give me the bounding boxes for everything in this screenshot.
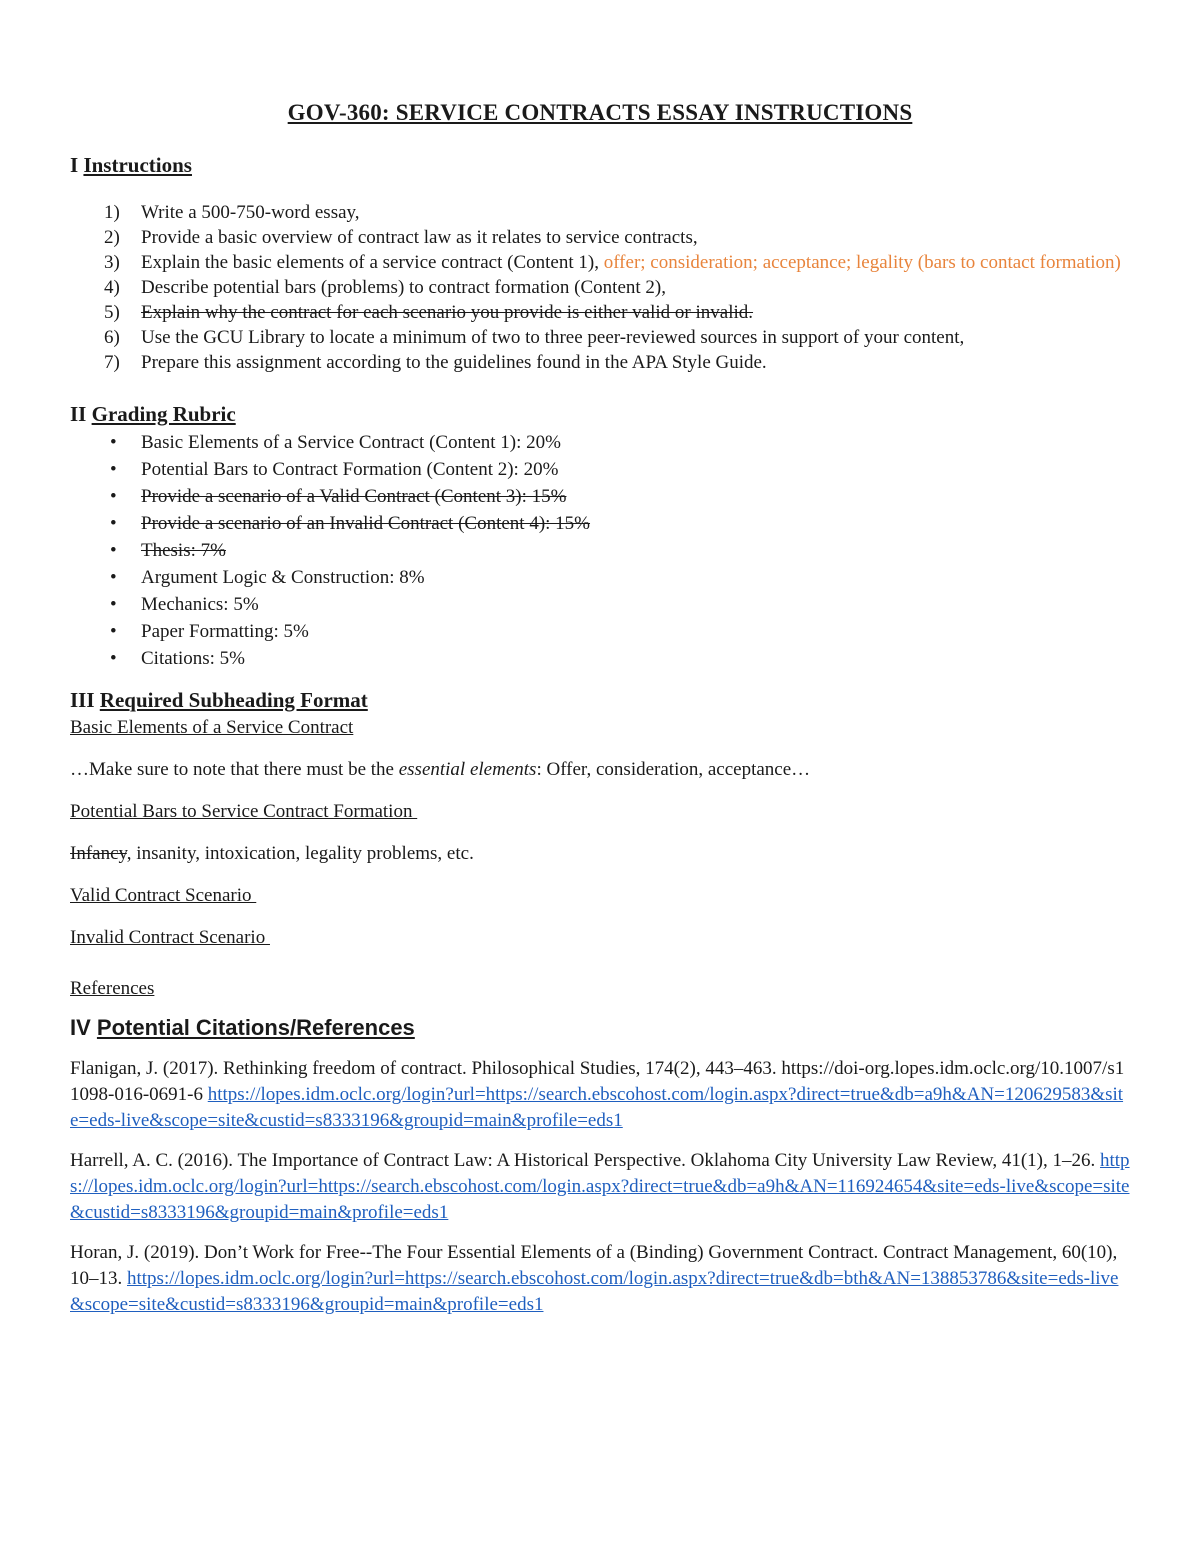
subheading-references: References — [70, 978, 155, 999]
reference-item: Flanigan, J. (2017). Rethinking freedom of contract. Philosophical Studies, 174(2), 443–463. https://doi-org.lopes.idm.oclc.org/10.1007/s11098-016-0691-6 https://lopes.idm.oclc.org/login?url=https://search.ebscohost.com/login.aspx?direct=true&db=a9h&AN=120629583&site=eds-live&scope=site&custid=s8333196&groupid=main&profile=eds1 — [70, 1058, 1125, 1131]
section-numeral: I — [70, 153, 79, 177]
list-item-struck: • Thesis: 7% — [70, 537, 1130, 564]
list-item: 7) Prepare this assignment according to the guidelines found in the APA Style Guide. — [104, 352, 767, 373]
document-page — [70, 100, 1130, 1332]
section-heading-text: Required Subheading Format — [99, 688, 368, 712]
subheading-invalid-scenario: Invalid Contract Scenario — [70, 927, 270, 948]
list-item: 2) Provide a basic overview of contract law as it relates to service contracts, — [104, 227, 698, 248]
list-item-struck: • Provide a scenario of a Valid Contract (Content 3): 15% — [70, 483, 1130, 510]
page-title: GOV-360: SERVICE CONTRACTS ESSAY INSTRUCTIONS — [287, 100, 913, 125]
subheading-basic-elements: Basic Elements of a Service Contract — [70, 717, 354, 738]
section-subheading-format-heading — [70, 688, 1130, 713]
section-rubric-heading — [70, 402, 1130, 427]
highlighted-note: offer; consideration; acceptance; legality (bars to contact formation) — [603, 252, 1121, 273]
reference-list — [70, 1056, 1130, 1318]
list-item: 6) Use the GCU Library to locate a minimum of two to three peer-reviewed sources in support of your content, — [104, 327, 965, 348]
bullet-icon: • — [110, 648, 117, 669]
bars-list-text: Infancy, insanity, intoxication, legality problems, etc. — [70, 843, 474, 864]
reference-link[interactable]: https://lopes.idm.oclc.org/login?url=https://search.ebscohost.com/login.aspx?direct=true&db=a9h&AN=116924654&site=eds-live&scope=site&custid=s8333196&groupid=main&profile=eds1 — [70, 1150, 1130, 1223]
subheading-valid-scenario: Valid Contract Scenario — [70, 885, 257, 906]
bullet-icon: • — [110, 567, 117, 588]
section-instructions-heading — [70, 153, 1130, 178]
bullet-icon: • — [110, 540, 117, 561]
section-heading-text: Potential Citations/References — [96, 1015, 415, 1040]
list-item: • Citations: 5% — [70, 645, 1130, 672]
bullet-icon: • — [110, 513, 117, 534]
section-heading-text: Instructions — [83, 153, 192, 177]
section-heading-text: Grading Rubric — [91, 402, 236, 426]
reference-link[interactable]: https://lopes.idm.oclc.org/login?url=https://search.ebscohost.com/login.aspx?direct=true&db=bth&AN=138853786&site=eds-live&scope=site&custid=s8333196&groupid=main&profile=eds1 — [70, 1268, 1119, 1315]
list-item: • Mechanics: 5% — [70, 591, 1130, 618]
subheading-potential-bars: Potential Bars to Service Contract Formation — [70, 801, 418, 822]
list-item: • Paper Formatting: 5% — [70, 618, 1130, 645]
list-item: 4) Describe potential bars (problems) to contract formation (Content 2), — [104, 277, 666, 298]
reference-item: Horan, J. (2019). Don’t Work for Free--The Four Essential Elements of a (Binding) Government Contract. Contract Management, 60(10), 10–13. https://lopes.idm.oclc.org/login?url=https://search.ebscohost.com/login.aspx?direct=true&db=bth&AN=138853786&site=eds-live&scope=site&custid=s8333196&groupid=main&profile=eds1 — [70, 1242, 1119, 1315]
list-item: 1) Write a 500-750-word essay, — [104, 202, 360, 223]
list-item-struck: 5) Explain why the contract for each scenario you provide is either valid or invalid. — [104, 302, 754, 323]
essential-elements-note: …Make sure to note that there must be the essential elements: Offer, consideration, acceptance… — [70, 759, 811, 780]
reference-item: Harrell, A. C. (2016). The Importance of Contract Law: A Historical Perspective. Oklahoma City University Law Review, 41(1), 1–26. https://lopes.idm.oclc.org/login?url=https://search.ebscohost.com/login.aspx?direct=true&db=a9h&AN=116924654&site=eds-live&scope=site&custid=s8333196&groupid=main&profile=eds1 — [70, 1150, 1130, 1223]
bullet-icon: • — [110, 486, 117, 507]
bullet-icon: • — [110, 432, 117, 453]
bullet-icon: • — [110, 594, 117, 615]
bullet-icon: • — [110, 459, 117, 480]
section-numeral: IV — [70, 1015, 91, 1040]
section-numeral: III — [70, 688, 95, 712]
bullet-icon: • — [110, 621, 117, 642]
section-citations-heading — [70, 1015, 1130, 1040]
rubric-list — [70, 429, 1130, 672]
list-item: • Potential Bars to Contract Formation (Content 2): 20% — [70, 456, 1130, 483]
instructions-list — [70, 200, 1130, 375]
list-item: • Basic Elements of a Service Contract (Content 1): 20% — [70, 429, 1130, 456]
list-item-struck: • Provide a scenario of an Invalid Contract (Content 4): 15% — [70, 510, 1130, 537]
section-numeral: II — [70, 402, 87, 426]
reference-link[interactable]: https://lopes.idm.oclc.org/login?url=https://search.ebscohost.com/login.aspx?direct=true&db=a9h&AN=120629583&site=eds-live&scope=site&custid=s8333196&groupid=main&profile=eds1 — [70, 1084, 1124, 1131]
list-item: • Argument Logic & Construction: 8% — [70, 564, 1130, 591]
list-item: 3) Explain the basic elements of a service contract (Content 1), offer; consideration; acceptance; legality (bars to contact formation) — [104, 252, 1121, 273]
